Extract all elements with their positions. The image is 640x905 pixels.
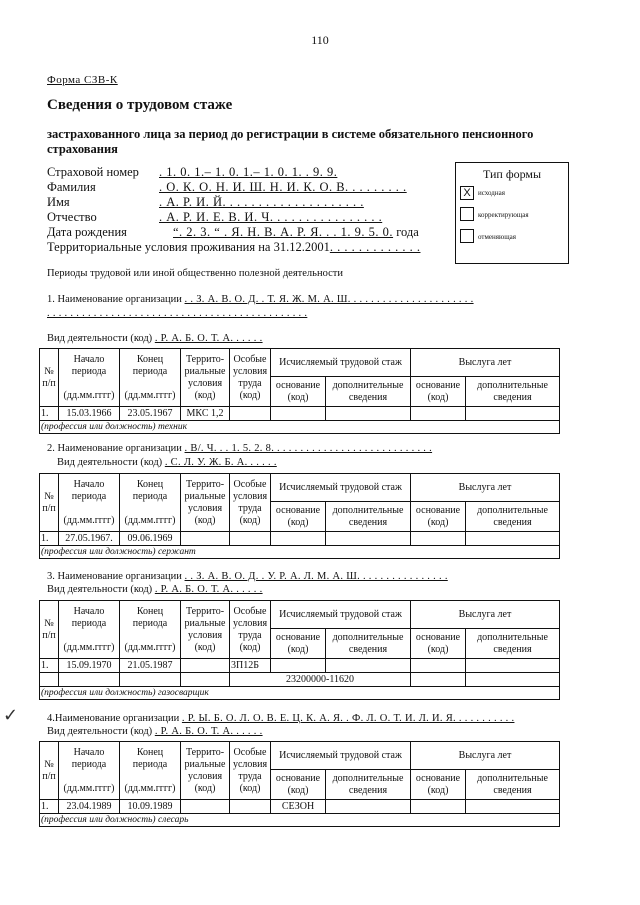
org3-name-value: . . З. А. В. О. Д. . У. Р. А. Л. М. А. Ш. . . . . . . . . . . . . . . . [184,571,448,582]
name-field [47,195,364,210]
patronymic-field [47,210,382,225]
org1-profession: (профессия или должность) техник [40,421,560,434]
form-type-corrective-checkbox[interactable] [460,207,474,221]
col-seniority-header: Выслуга лет [411,349,560,377]
form-type-cancel-checkbox[interactable] [460,229,474,243]
periods-title: Периоды трудовой или иной общественно полезной деятельности [47,268,343,279]
org4-activity-value: . Р. А. Б. О. Т. А. . . . . . [154,726,263,737]
org3-name-line [47,571,448,582]
form-type-title: Тип формы [482,167,542,181]
org2-activity-line [57,457,277,468]
org1-activity-label: Вид деятельности (код) [47,333,153,344]
org3-name-label: 3. Наименование организации [47,571,182,582]
org4-name-value: . Р. Ы. Б. О. Л. О. В. Е. Ц. К. А. Я. . Ф. Л. О. Т. И. Л. И. Я. . . . . . . . . . . [181,713,515,724]
org1-name-label: 1. Наименование организации [47,294,182,305]
org2-profession: (профессия или должность) сержант [40,546,560,559]
org2-activity-value: . С. Л. У. Ж. Б. А. . . . . . [164,457,277,468]
org2-name-label: 2. Наименование организации [47,443,182,454]
org2-name-value: . В/. Ч. . . 1. 5. 2. 8. . . . . . . . . . . . . . . . . . . . . . . . . . . . [184,443,433,454]
org1-name-line [47,294,474,305]
birth-date-label: Дата рождения [47,225,127,239]
checkmark-icon: ✓ [3,705,19,726]
col-special-header: Особые условия труда (код) [230,349,271,407]
org2-name-line [47,443,432,454]
form-name: Форма СЗВ-К [47,74,118,86]
org3-activity-line [47,584,263,595]
org3-activity-value: . Р. А. Б. О. Т. А. . . . . . [154,584,263,595]
org4-name-line [47,713,514,724]
org1-activity-value: . Р. А. Б. О. Т. А. . . . . . [154,333,263,344]
org1-activity-line [47,333,263,344]
territorial-field [47,240,420,255]
patronymic-label: Отчество [47,210,97,224]
table-row [40,673,560,687]
birth-date-field [47,225,419,240]
form-type-original-label: исходная [478,189,505,197]
org2-activity-label: Вид деятельности (код) [57,457,163,468]
birth-date-value: “. 2. 3. “ . Я. Н. В. А. Р. Я. . . 1. 9. 5. 0. [173,225,394,239]
org4-activity-label: Вид деятельности (код) [47,726,153,737]
name-label: Имя [47,195,70,209]
table-row: 1. 23.04.1989 10.09.1989 СЕЗОН [40,800,560,814]
table-row: 1. 15.03.1966 23.05.1967 МКС 1,2 [40,407,560,421]
table-row: 1. 27.05.1967. 09.06.1969 [40,532,560,546]
insurance-number-label: Страховой номер [47,165,139,179]
org3-activity-label: Вид деятельности (код) [47,584,153,595]
table-row: 1. 15.09.1970 21.05.1987 3П12Б [40,659,560,673]
patronymic-value: . А. Р. И. Е. В. И. Ч. . . . . . . . . . . . . . . . [159,210,383,224]
col-extra-header: дополнительные сведения [326,377,411,407]
org3-profession: (профессия или должность) газосварщик [40,687,560,700]
org4-table: № п/п Начало периода (дд.мм.гггг) Конец периода (дд.мм.гггг) Террито-риальные условия (код) Особые условия труда (код) Исчисляемый трудовой стаж Выслуга лет основание (код) дополнительные сведения основание (код) дополнительные сведения 1. 23.04.1989 10.09.1989 СЕЗОН (профессия или должность) слесарь [39,741,560,827]
org2-table: № п/п Начало периода (дд.мм.гггг) Конец периода (дд.мм.гггг) Террито-риальные условия (код) Особые условия труда (код) Исчисляемый трудовой стаж Выслуга лет основание (код) дополнительные сведения основание (код) дополнительные сведения 1. 27.05.1967. 09.06.1969 (профессия или должность) сержант [39,473,560,559]
org1-name-value: . . З. А. В. О. Д. . Т. Я. Ж. М. А. Ш. . . . . . . . . . . . . . . . . . . . . . [184,294,474,305]
col-s-basis-header: основание (код) [411,377,466,407]
org1-name-cont [47,308,307,319]
surname-field [47,180,407,195]
form-type-corrective-label: корректирующая [478,211,529,219]
org4-profession: (профессия или должность) слесарь [40,814,560,827]
insurance-number-field [47,165,337,180]
org3-table: № п/п Начало периода (дд.мм.гггг) Конец периода (дд.мм.гггг) Террито-риальные условия (код) Особые условия труда (код) Исчисляемый трудовой стаж Выслуга лет основание (код) дополнительные сведения основание (код) дополнительные сведения 1. 15.09.1970 21.05.1987 3П12Б 23200000-11620 (профессия или должность) газосварщик [39,600,560,700]
org1-table [39,348,560,434]
insurance-number-value: . 1. 0. 1.– 1. 0. 1.– 1. 0. 1. . 9. 9. [159,165,338,179]
page-title: Сведения о трудовом стаже [47,97,233,113]
col-end-header: Конец периода (дд.мм.гггг) [120,349,181,407]
col-start-header: Начало периода (дд.мм.гггг) [59,349,120,407]
territorial-value: . . . . . . . . . . . . . [329,240,421,254]
surname-label: Фамилия [47,180,96,194]
surname-value: . О. К. О. Н. И. Ш. Н. И. К. О. В. . . . . . . . . [159,180,407,194]
form-type-original-checkbox[interactable]: X [460,186,474,200]
col-calc-header: Исчисляемый трудовой стаж [271,349,411,377]
form-type-cancel-label: отменяющая [478,233,516,241]
org1-name-cont-value: . . . . . . . . . . . . . . . . . . . . . . . . . . . . . . . . . . . . . . . . . . . . . [47,308,308,319]
org4-activity-line [47,726,263,737]
org4-name-label: 4.Наименование организации [47,713,180,724]
col-num-header: № п/п [40,349,59,407]
territorial-label: Территориальные условия проживания на 31.12.2001 [47,240,330,254]
col-basis-header: основание (код) [271,377,326,407]
page-subtitle: застрахованного лица за период до регистрации в системе обязательного пенсионного страхования [47,127,534,156]
col-terr-header: Террито-риальные условия (код) [181,349,230,407]
name-value: . А. Р. И. Й. . . . . . . . . . . . . . . . . . . . [159,195,364,209]
col-s-extra-header: дополнительные сведения [466,377,560,407]
page-number: 110 [311,33,329,47]
birth-date-suffix: года [396,225,419,239]
org3-row2-value: 23200000-11620 [230,673,411,687]
